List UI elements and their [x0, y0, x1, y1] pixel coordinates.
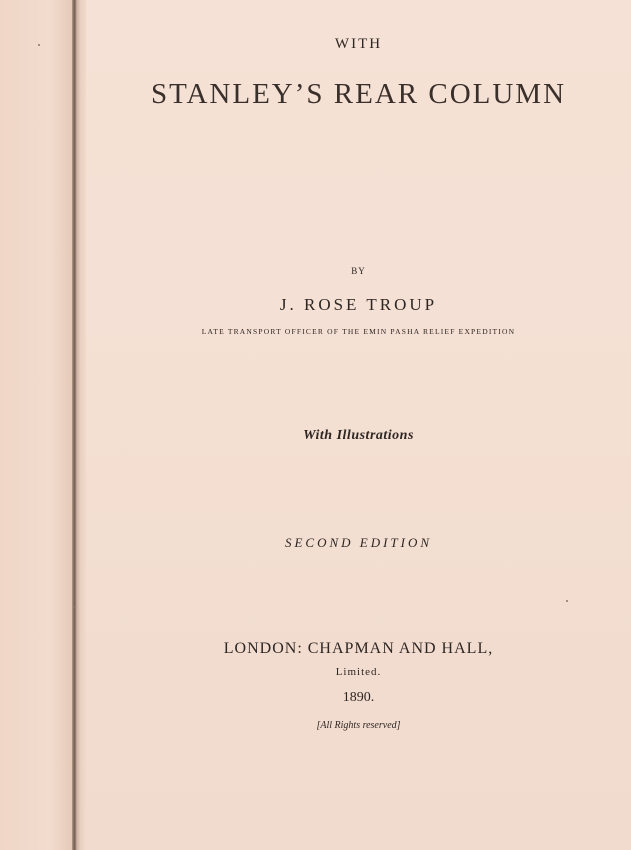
- rights-notice: [All Rights reserved]: [316, 720, 401, 731]
- illustrations-note: With Illustrations: [303, 428, 414, 443]
- paper-speck: [38, 44, 40, 46]
- title-prefix: WITH: [334, 36, 383, 52]
- paper-speck: [566, 600, 568, 602]
- paper-speck: [73, 606, 75, 608]
- publisher-line: LONDON: CHAPMAN AND HALL,: [223, 640, 494, 657]
- author-name: J. ROSE TROUP: [279, 295, 438, 314]
- by-line: BY: [351, 266, 366, 276]
- left-page: [0, 0, 72, 850]
- publisher-limited: Limited.: [335, 666, 382, 678]
- edition-label: SECOND EDITION: [284, 535, 433, 550]
- book-title: STANLEY’S REAR COLUMN: [150, 78, 567, 110]
- author-affiliation: LATE TRANSPORT OFFICER OF THE EMIN PASHA RELIEF EXPEDITION: [201, 327, 516, 336]
- publication-year: 1890.: [342, 690, 375, 705]
- book-gutter: [72, 0, 86, 850]
